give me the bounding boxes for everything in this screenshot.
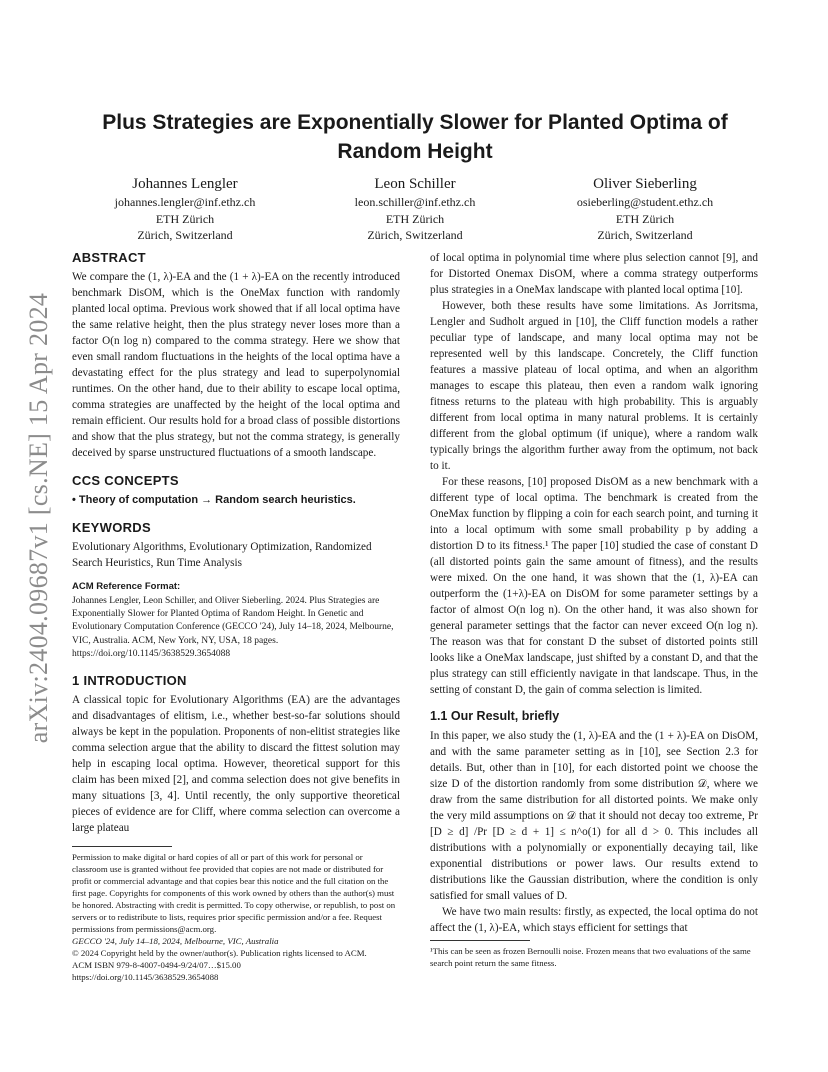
author-location: Zürich, Switzerland xyxy=(597,228,693,242)
author-email: osieberling@student.ethz.ch xyxy=(576,195,714,209)
author-2 xyxy=(300,175,530,244)
introduction-heading: 1 INTRODUCTION xyxy=(72,673,187,689)
author-name: Leon Schiller xyxy=(374,176,456,192)
introduction-text: A classical topic for Evolutionary Algorithms (EA) are the advantages and disadvantages of elitism, i.e., whether best-so-far solutions should always be kept in the population. Proponents of non-elitist strategies like comma selection argue that the ability to discard the fittest solution may help in escaping local optima. However, theoretical support for this claim has been mixed [2], and comma selection does not give benefits in many situations [3, 4]. Until recently, the only supportive theoretical pieces of evidence are for Cliff, where comma selection can overcome a large plateau xyxy=(72,694,400,835)
paragraph: For these reasons, [10] proposed DisOM as a new benchmark with a different type of local optima. The benchmark is created from the OneMax function by flipping a coin for each search point, and turning it into a local optimum with some small probability p by adding a distortion D to its fitness.¹ The paper [10] studied the case of constant D (all distorted points gain the same amount of fitness), and the results were mixed. On the one hand, it was shown that the (1, λ)-EA can outperform the (1+λ)-EA on DisOM for some parameter settings by a factor of almost O(n log n). On the other hand, it was also shown for general parameter settings that the factor can never exceed O(n log n). The reason was that for constant D the subset of distorted points still looks like a OneMax landscape, just shifted by a constant D, and that the plus strategy can still efficiently navigate in that landscape. Thus, in the setting of constant D, the gain of comma selection is limited. xyxy=(430,476,758,696)
divider xyxy=(430,940,530,941)
divider xyxy=(72,846,172,847)
author-name: Johannes Lengler xyxy=(132,176,238,192)
paragraph: In this paper, we also study the (1, λ)-EA and the (1 + λ)-EA on DisOM, and with the same parameter setting as in [10], see Section 2.3 for details. But, other than in [10], for each distorted point we choose the size D of the distortion randomly from some distribution 𝒟, where we draw from the same distribution for all distorted points. We make only the very mild assumptions on 𝒟 that it should not decay too extreme, Pr [D ≥ d] /Pr [D ≥ d + 1] ≤ n^o(1) for all d > 0. This includes all distributions with a polynomially or exponentially decaying tail, like exponential distributions or power laws. Our results extend to distributions like the Gaussian distribution, where the condition is only satisfied for small values of D. xyxy=(430,730,758,902)
author-1 xyxy=(70,175,300,244)
author-affiliation: ETH Zürich xyxy=(155,211,215,226)
author-location: Zürich, Switzerland xyxy=(137,228,233,242)
permission-text: Permission to make digital or hard copies of all or part of this work for personal or classroom use is granted without fee provided that copies are not made or distributed for profit or commercial advantage and that copies bear this notice and the full citation on the first page. Copyrights for components of this work owned by others than the author(s) must be honored. Abstracting with credit is permitted. To copy otherwise, or republish, to post on servers or to redistribute to lists, requires prior specific permission and/or a fee. Request permissions from permissions@acm.org. xyxy=(72,852,396,934)
abstract-heading: ABSTRACT xyxy=(72,250,146,265)
ccs-text: • Theory of computation → Random search heuristics. xyxy=(72,494,356,506)
author-affiliation: ETH Zürich xyxy=(615,211,675,226)
ccs-heading: CCS CONCEPTS xyxy=(72,473,179,488)
paragraph: However, both these results have some limitations. As Jorritsma, Lengler and Sudholt argued in [10], the Cliff function models a rather peculiar type of landscape, and many local optima may not be represented well by this landscape. Concretely, the Cliff function features a massive plateau of local optima, and when an algorithm manages to escape this plateau, then even a random walk ignoring fitness returns to the plateau with high probability. This is arguably different from local optima in many natural problems. It is certainly different from the global optimum (if unique), where a random walk typically brings the algorithm further away from the optimum, not back to it. xyxy=(430,300,758,472)
footnote-text: ¹This can be seen as frozen Bernoulli noise. Frozen means that two evaluations of the same search point return the same fitness. xyxy=(430,946,751,968)
author-block xyxy=(70,175,760,244)
subsection-heading: 1.1 Our Result, briefly xyxy=(430,709,560,723)
author-affiliation: ETH Zürich xyxy=(385,211,445,226)
footnote-block xyxy=(430,934,758,969)
author-3 xyxy=(530,175,760,244)
paper-title: Plus Strategies are Exponentially Slower for Planted Optima of Random Height xyxy=(102,111,728,163)
author-name: Oliver Sieberling xyxy=(593,176,697,192)
arxiv-stamp xyxy=(14,268,64,768)
isbn-line: ACM ISBN 979-8-4007-0494-9/24/07…$15.00 xyxy=(72,960,241,970)
copyright-line: © 2024 Copyright held by the owner/author(s). Publication rights licensed to ACM. xyxy=(72,948,367,958)
author-email: leon.schiller@inf.ethz.ch xyxy=(354,195,476,209)
right-column xyxy=(430,250,758,936)
doi-link[interactable]: https://doi.org/10.1145/3638529.3654088 xyxy=(72,972,219,982)
acm-reference-heading: ACM Reference Format: xyxy=(72,581,181,592)
keywords-heading: KEYWORDS xyxy=(72,520,151,535)
abstract-text: We compare the (1, λ)-EA and the (1 + λ)-EA on the recently introduced benchmark DisOM, which is the OneMax function with randomly planted local optima. Previous work showed that if all local optima have the same relative height, then the plus strategy never loses more than a factor O(n log n) compared to the comma strategy. Here we show that even small random fluctuations in the heights of the local optima have a devastating effect for the plus strategy and lead to superpolynomial runtimes. On the other hand, due to their ability to escape local optima, comma strategies are unaffected by the height of the local optima and remain efficient. Our results hold for a broad class of possible distortions and show that the plus strategy, but not the comma strategy, is generally deceived by sparse unstructured fluctuations of a smooth landscape. xyxy=(72,271,400,459)
paragraph: We have two main results: firstly, as expected, the local optima do not affect the (1, λ)-EA, which stays efficient for settings that xyxy=(430,906,758,934)
left-column xyxy=(72,250,400,836)
keywords-text: Evolutionary Algorithms, Evolutionary Optimization, Randomized Search Heuristics, Run Time Analysis xyxy=(72,541,372,569)
arxiv-stamp-text: arXiv:2404.09687v1 [cs.NE] 15 Apr 2024 xyxy=(24,292,53,744)
permission-block xyxy=(72,840,400,983)
author-location: Zürich, Switzerland xyxy=(367,228,463,242)
author-email: johannes.lengler@inf.ethz.ch xyxy=(114,195,256,209)
conference-line: GECCO '24, July 14–18, 2024, Melbourne, VIC, Australia xyxy=(72,936,279,946)
acm-reference-text: Johannes Lengler, Leon Schiller, and Oliver Sieberling. 2024. Plus Strategies are Exponentially Slower for Planted Optima of Random Height. In Genetic and Evolutionary Computation Conference (GECCO '24), July 14–18, 2024, Melbourne, VIC, Australia. ACM, New York, NY, USA, 18 pages. https://doi.org/10.1145/3638529.3654088 xyxy=(72,596,394,659)
paragraph: of local optima in polynomial time where plus selection cannot [9], and for Distorted Onemax DisOM, where a comma strategy outperforms plus strategies in a OneMax landscape with planted local optima [10]. xyxy=(430,252,758,296)
